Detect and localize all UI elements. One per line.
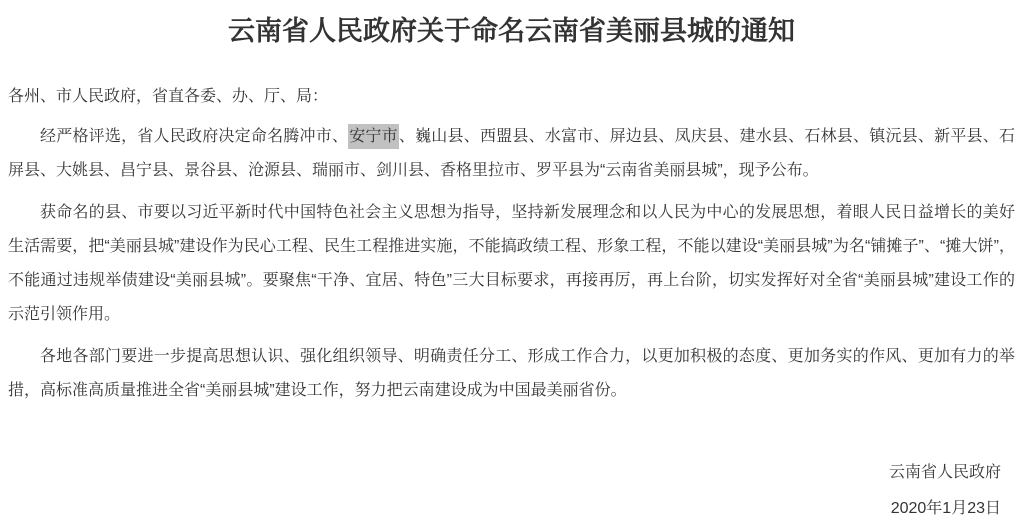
page-title: 云南省人民政府关于命名云南省美丽县城的通知: [228, 16, 795, 46]
requirements-paragraph: 各地各部门要进一步提高思想认识、强化组织领导、明确责任分工、形成工作合力，以更加积极的态度、更加务实的作风、更加有力的举措，高标准高质量推进全省“美丽县城”建设工作，努力把云南建设成为中国最美丽省份。: [8, 348, 1015, 399]
naming-paragraph-text-before: 经严格评选，省人民政府决定命名腾冲市、: [40, 128, 349, 145]
salutation-line: 各州、市人民政府，省直各委、办、厅、局：: [8, 88, 329, 105]
naming-paragraph: [8, 120, 1015, 188]
signature-issuer: 云南省人民政府: [888, 464, 1001, 481]
highlighted-text: 安宁市: [348, 124, 399, 149]
naming-paragraph-text-after: 、巍山县、西盟县、水富市、屏边县、凤庆县、建水县、石林县、镇沅县、新平县、石屏县、大姚县、昌宁县、景谷县、沧源县、瑞丽市、剑川县、香格里拉市、罗平县为“云南省美丽县城”，现予公布。: [8, 128, 1015, 179]
signature-block: [8, 464, 1015, 518]
signature-date: 2020年1月23日: [890, 500, 1001, 517]
guidance-paragraph: 获命名的县、市要以习近平新时代中国特色社会主义思想为指导，坚持新发展理念和以人民为中心的发展思想，着眼人民日益增长的美好生活需要，把“美丽县城”建设作为民心工程、民生工程推进实施，不能搞政绩工程、形象工程，不能以建设“美丽县城”为名“铺摊子”、“摊大饼”，不能通过违规举债建设“美丽县城”。要聚焦“干净、宜居、特色”三大目标要求，再接再厉，再上台阶，切实发挥好对全省“美丽县城”建设工作的示范引领作用。: [8, 204, 1015, 323]
